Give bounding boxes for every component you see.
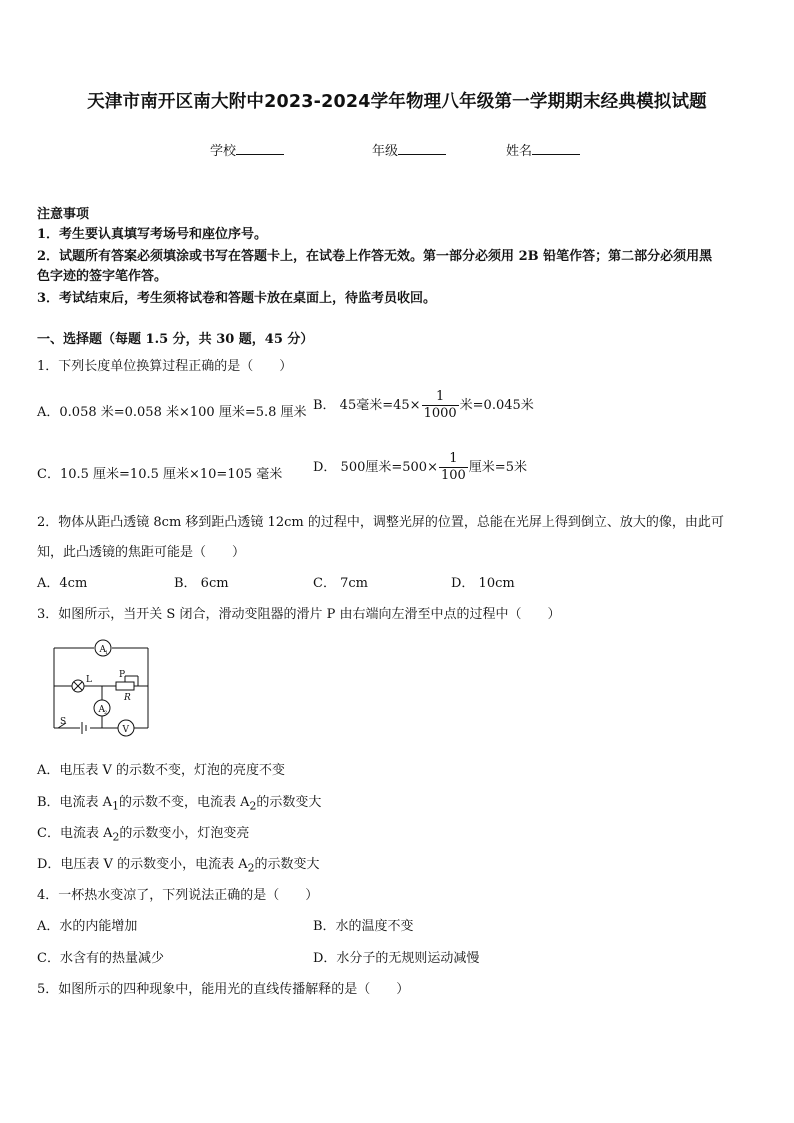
q3-option-b <box>37 791 321 813</box>
q5-stem: 5．如图所示的四种现象中，能用光的直线传播解释的是（ ） <box>37 982 410 997</box>
q1-stem: 1．下列长度单位换算过程正确的是（ ） <box>37 359 293 374</box>
q2-option-c: C． 7cm <box>313 576 368 591</box>
section-heading: 一、选择题（每题 1.5 分，共 30 题，45 分） <box>37 332 314 347</box>
note-2a: 2．试题所有答案必须填涂或书写在答题卡上，在试卷上作答无效。第一部分必须用 2B 铅笔作答；第二部分必须用黑 <box>37 249 713 264</box>
q3-c-text1: C．电流表 A <box>37 826 113 841</box>
q3-c-sub: 2 <box>112 830 120 844</box>
name-label: 姓名 <box>506 144 533 159</box>
q2-option-d: D． 10cm <box>451 576 515 591</box>
q2-stem-line1: 2．物体从距凸透镜 8cm 移到距凸透镜 12cm 的过程中，调整光屏的位置，总能在光屏上得到倒立、放大的像，由此可 <box>37 515 724 530</box>
note-1: 1．考生要认真填写考场号和座位序号。 <box>37 227 268 242</box>
lamp-icon <box>72 680 84 692</box>
q1-option-c: C．10.5 厘米=10.5 厘米×10=105 毫米 <box>37 467 283 482</box>
q1-b-pre: B． 45毫米=45× <box>313 398 421 413</box>
q3-option-a: A．电压表 V 的示数不变，灯泡的亮度不变 <box>37 763 286 778</box>
grade-blank <box>398 142 446 155</box>
q3-b-text3: 的示数变大 <box>256 795 322 810</box>
grade-field <box>372 140 446 159</box>
q4-option-c: C．水含有的热量减少 <box>37 951 164 966</box>
ammeter-a1-sub: 1 <box>105 650 109 656</box>
q3-d-text2: 的示数变大 <box>254 857 320 872</box>
q1-b-den: 1000 <box>423 406 457 421</box>
switch-label: S <box>60 717 67 727</box>
q1-d-post: 厘米=5米 <box>468 460 527 475</box>
q1-d-num: 1 <box>449 451 458 466</box>
name-field <box>506 140 580 159</box>
ammeter-a2 <box>94 700 110 716</box>
q1-d-fraction <box>439 451 468 484</box>
q1-option-a: A．0.058 米=0.058 米×100 厘米=5.8 厘米 <box>37 405 307 420</box>
q3-b-sub2: 2 <box>249 799 257 813</box>
q1-b-num: 1 <box>435 389 445 404</box>
ammeter-a1 <box>95 640 111 656</box>
q1-option-b <box>313 389 534 422</box>
school-blank <box>236 142 284 155</box>
school-field <box>210 140 284 159</box>
voltmeter-label: V <box>122 725 129 735</box>
q3-b-text2: 的示数不变，电流表 A <box>118 795 250 810</box>
ammeter-a2-sub: 2 <box>104 710 108 716</box>
q3-d-text1: D．电压表 V 的示数变小，电流表 A <box>37 857 248 872</box>
q2-option-a: A．4cm <box>37 576 88 591</box>
q3-b-sub1: 1 <box>112 799 119 813</box>
q3-option-c <box>37 822 249 844</box>
q1-d-pre: D． 500厘米=500× <box>313 460 438 475</box>
q2-stem-line2: 知，此凸透镜的焦距可能是（ ） <box>37 545 246 560</box>
q1-b-post: 米=0.045米 <box>459 398 534 413</box>
note-3: 3．考试结束后，考生须将试卷和答题卡放在桌面上，待监考员收回。 <box>37 291 437 306</box>
note-2b: 色字迹的签字笔作答。 <box>37 269 168 284</box>
q4-option-a: A．水的内能增加 <box>37 919 138 934</box>
ammeter-a1-label: A <box>99 645 106 655</box>
q3-b-text1: B．电流表 A <box>37 795 113 810</box>
q3-option-d <box>37 853 320 875</box>
q4-stem: 4．一杯热水变凉了，下列说法正确的是（ ） <box>37 888 319 903</box>
school-label: 学校 <box>210 144 237 159</box>
exam-title: 天津市南开区南大附中2023-2024学年物理八年级第一学期期末经典模拟试题 <box>87 92 707 112</box>
q1-b-fraction <box>422 389 459 422</box>
q3-d-sub: 2 <box>247 861 255 875</box>
q1-d-den: 100 <box>440 468 466 483</box>
name-blank <box>532 142 580 155</box>
ammeter-a2-label: A <box>98 705 105 715</box>
q1-option-d <box>313 451 527 484</box>
lamp-label: L <box>86 675 92 685</box>
voltmeter-icon <box>118 720 134 736</box>
rheostat-label: R <box>124 693 131 703</box>
q4-option-d: D．水分子的无规则运动减慢 <box>313 951 480 966</box>
slider-label: P <box>119 670 126 680</box>
q4-option-b: B．水的温度不变 <box>313 919 414 934</box>
q3-stem: 3．如图所示，当开关 S 闭合，滑动变阻器的滑片 P 由右端向左滑至中点的过程中（ ） <box>37 607 561 622</box>
notes-heading: 注意事项 <box>37 207 90 222</box>
grade-label: 年级 <box>372 144 399 159</box>
q3-c-text2: 的示数变小，灯泡变亮 <box>119 826 250 841</box>
circuit-diagram <box>44 632 164 744</box>
q2-option-b: B． 6cm <box>174 576 229 591</box>
